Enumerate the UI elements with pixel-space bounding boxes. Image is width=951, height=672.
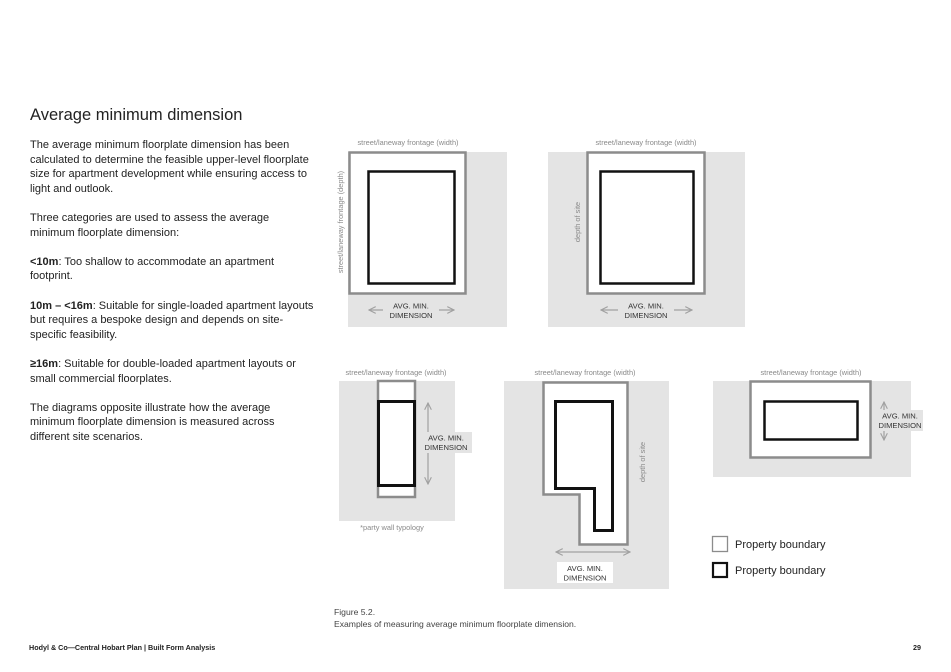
legend-label: Property boundary — [735, 565, 826, 577]
diagram-1 — [336, 138, 507, 327]
section-heading: Average minimum dimension — [30, 106, 243, 124]
categories-intro-paragraph: Three categories are used to assess the average minimum floorplate dimension: — [30, 211, 270, 239]
footer-text: Hodyl & Co—Central Hobart Plan | Built Form Analysis — [29, 643, 216, 652]
frontage-label: street/laneway frontage (width) — [595, 138, 697, 147]
building-footprint — [765, 402, 858, 440]
frontage-label: street/laneway frontage (width) — [534, 368, 636, 377]
legend-swatch-thin — [713, 537, 728, 552]
closing-paragraph: The diagrams opposite illustrate how the average minimum floorplate dimension is measured across different site scenarios. — [30, 401, 275, 443]
category-label: <10m — [30, 255, 59, 268]
category-text: : Too shallow to accommodate an apartment footprint. — [30, 255, 275, 283]
depth-frontage-label: street/laneway frontage (depth) — [336, 170, 345, 274]
diagram-5 — [713, 368, 923, 477]
figure-number: Figure 5.2. — [334, 607, 376, 617]
category-label: ≥16m — [30, 357, 59, 370]
building-footprint — [601, 172, 694, 284]
dimension-label-line2: DIMENSION — [624, 311, 668, 320]
frontage-label: street/laneway frontage (width) — [357, 138, 459, 147]
building-footprint — [369, 172, 455, 284]
intro-paragraph: The average minimum floorplate dimension has been calculated to determine the feasible upper-level floorplate size for apartment development while ensuring access to light and outlook. — [30, 139, 309, 195]
dimension-label-line2: DIMENSION — [878, 421, 922, 430]
legend — [713, 537, 826, 578]
page-number: 29 — [913, 643, 921, 652]
diagram-2 — [548, 138, 745, 327]
category-text: : Suitable for double-loaded apartment layouts or small commercial floorplates. — [30, 357, 296, 385]
category-label: 10m – <16m — [30, 299, 93, 312]
dimension-label-line1: AVG. MIN. — [567, 564, 603, 573]
dimension-label-line1: AVG. MIN. — [428, 433, 464, 443]
party-wall-note: *party wall typology — [360, 523, 424, 532]
dimension-label-line1: AVG. MIN. — [628, 301, 664, 311]
dimension-label-line2: DIMENSION — [389, 311, 433, 320]
building-footprint — [379, 402, 415, 486]
frontage-label: street/laneway frontage (width) — [760, 368, 862, 377]
figure-caption: Examples of measuring average minimum floorplate dimension. — [334, 619, 577, 629]
frontage-label: street/laneway frontage (width) — [345, 368, 447, 377]
legend-label: Property boundary — [735, 539, 826, 551]
depth-of-site-label: depth of site — [573, 201, 582, 243]
diagram-4 — [504, 368, 669, 589]
depth-of-site-label: depth of site — [638, 441, 647, 483]
dimension-label-line2: DIMENSION — [424, 443, 468, 452]
category-text: : Suitable for single-loaded apartment layouts but requires a bespoke design and depends on site-specific feasibility. — [30, 299, 314, 341]
dimension-label-line2: DIMENSION — [563, 573, 607, 583]
diagram-3 — [339, 368, 472, 532]
legend-swatch-thick — [713, 563, 727, 577]
dimension-label-line1: AVG. MIN. — [393, 301, 429, 311]
dimension-label-line1: AVG. MIN. — [882, 411, 918, 421]
